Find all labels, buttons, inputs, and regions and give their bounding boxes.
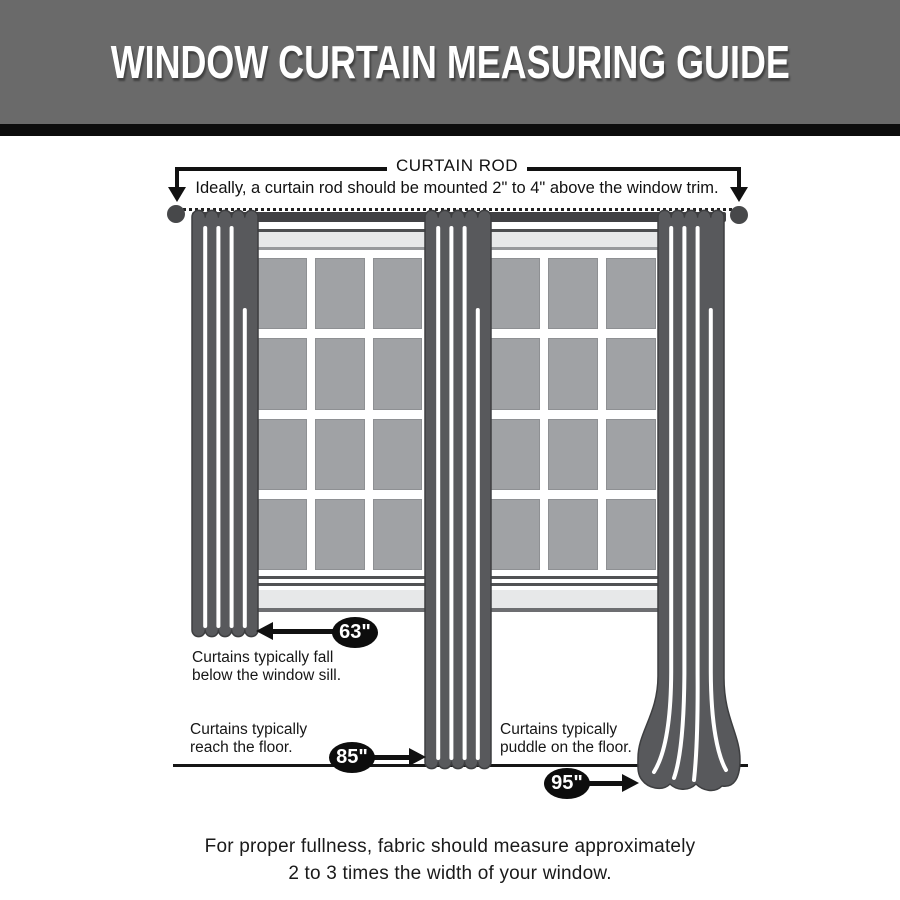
rod-finial-left (167, 205, 185, 223)
window-pane (315, 499, 364, 570)
window-pane (490, 258, 540, 329)
window-pane (315, 258, 364, 329)
caption-line: reach the floor. (190, 739, 293, 756)
bracket-line-right (527, 167, 741, 171)
fullness-note (0, 833, 900, 887)
curtain-rod-description: Ideally, a curtain rod should be mounted 2" to 4" above the window trim. (195, 179, 719, 197)
down-arrow-icon-left (168, 187, 186, 202)
header-divider (0, 124, 900, 136)
window-pane (258, 338, 307, 409)
right-arrow-icon-85 (409, 748, 426, 766)
arrow-shaft-85 (373, 755, 411, 760)
curtain-panel-right-95in (634, 206, 744, 806)
header-banner (0, 0, 900, 124)
window-pane (258, 499, 307, 570)
window-pane (548, 499, 598, 570)
left-arrow-icon-63 (256, 622, 273, 640)
page-title: WINDOW CURTAIN MEASURING GUIDE (110, 36, 790, 88)
window-pane (490, 338, 540, 409)
window-pane (373, 419, 422, 490)
caption-puddle-floor (500, 721, 632, 757)
right-arrow-icon-95 (622, 774, 639, 792)
caption-line: Curtains typically fall (192, 649, 334, 666)
caption-line: Curtains typically (190, 721, 308, 738)
down-arrow-icon-right (730, 187, 748, 202)
length-badge-63: 63" (332, 617, 378, 648)
window-pane (548, 419, 598, 490)
window-pane (490, 419, 540, 490)
fullness-note-line: For proper fullness, fabric should measure approximately (204, 836, 696, 857)
fullness-note-line: 2 to 3 times the width of your window. (288, 863, 612, 884)
caption-reach-floor (190, 721, 307, 757)
window-pane (548, 338, 598, 409)
pointer-line-right (737, 167, 741, 188)
window-pane (258, 258, 307, 329)
bracket-line-left (177, 167, 387, 171)
curtain-rod-label: CURTAIN ROD (396, 156, 518, 175)
window-pane (373, 338, 422, 409)
caption-line: below the window sill. (192, 667, 342, 684)
curtain-panel-left-63in (190, 206, 260, 644)
curtain-panel-center-85in (423, 206, 493, 776)
pointer-line-left (175, 167, 179, 188)
caption-line: Curtains typically (500, 721, 618, 738)
arrow-shaft-95 (588, 781, 624, 786)
window-pane (315, 419, 364, 490)
caption-line: puddle on the floor. (500, 739, 632, 756)
window-pane (548, 258, 598, 329)
window-pane (373, 258, 422, 329)
window-pane (490, 499, 540, 570)
window-pane-grid-right (490, 258, 656, 570)
arrow-shaft-63 (272, 629, 334, 634)
window-pane (373, 499, 422, 570)
length-badge-95: 95" (544, 768, 590, 799)
window-pane (315, 338, 364, 409)
length-badge-85: 85" (329, 742, 375, 773)
caption-below-sill (192, 649, 341, 685)
window-pane-grid-left (258, 258, 422, 570)
window-pane (258, 419, 307, 490)
